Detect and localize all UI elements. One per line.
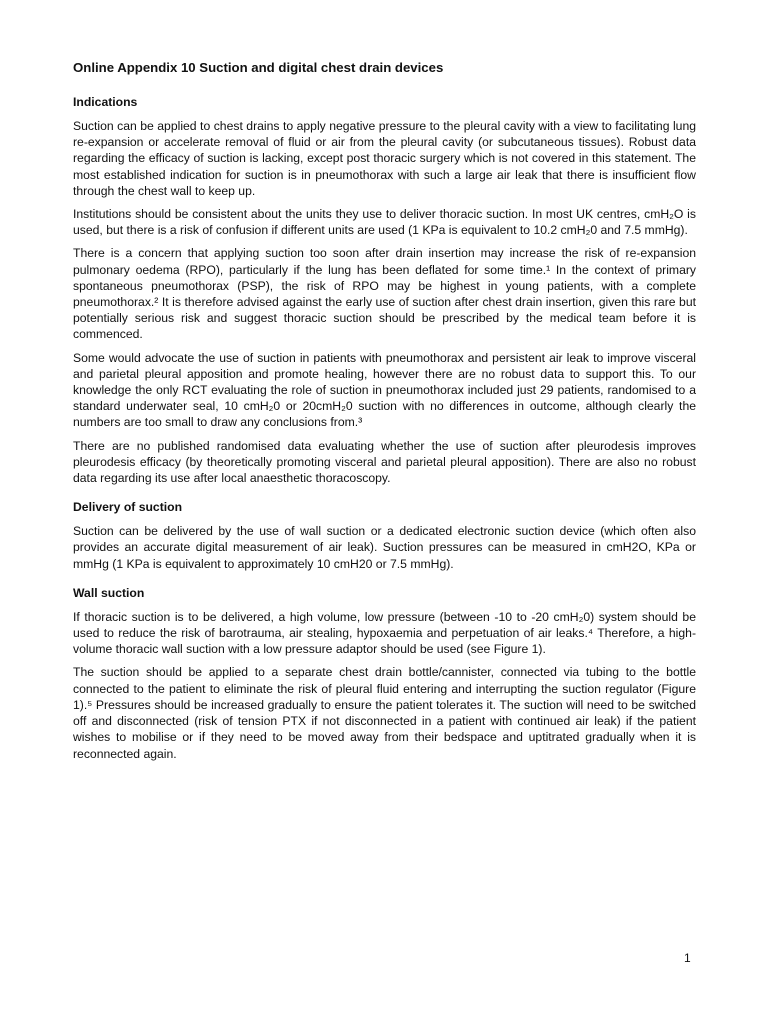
paragraph: Some would advocate the use of suction in patients with pneumothorax and persistent air leak to improve visceral and parietal pleural apposition and promote healing, however there are no robust data to support this. To our knowledge the only RCT evaluating the role of suction in pneumothorax included just 29 patients, randomised to a standard underwater seal, 10 cmH₂0 or 20cmH₂0 suction with no differences in outcome, although clearly the numbers are too small to draw any conclusions from.³: [73, 350, 696, 430]
section-heading-delivery-of-suction: Delivery of suction: [73, 500, 183, 515]
section-wall-suction: [73, 586, 696, 762]
paragraph: Institutions should be consistent about the units they use to deliver thoracic suction. In most UK centres, cmH₂O is used, but there is a risk of confusion if different units are used (1 KPa is equivalent to 10.2 cmH₂0 and 7.5 mmHg).: [73, 207, 696, 238]
page-number: 1: [684, 951, 691, 965]
section-delivery-of-suction: [73, 500, 696, 572]
paragraph: There are no published randomised data evaluating whether the use of suction after pleurodesis improves pleurodesis efficacy (by theoretically promoting visceral and parietal pleural apposition). There are also no robust data regarding its use after local anaesthetic thoracoscopy.: [73, 438, 696, 486]
section-heading-indications: Indications: [73, 95, 138, 109]
paragraph: There is a concern that applying suction too soon after drain insertion may increase the risk of re-expansion pulmonary oedema (RPO), particularly if the lung has been deflated for some time.¹ In the context of primary spontaneous pneumothorax (PSP), the risk of RPO may be highest in young patients, with a complete pneumothorax.² It is therefore advised against the early use of suction after chest drain insertion, given this rare but potentially serious risk and suggest thoracic suction should be prescribed by the medical team before it is commenced.: [73, 246, 696, 342]
section-heading-wall-suction: Wall suction: [73, 585, 145, 600]
paragraph: If thoracic suction is to be delivered, a high volume, low pressure (between -10 to -20 cmH₂0) system should be used to reduce the risk of barotrauma, air stealing, hypoxaemia and perpetuation of air leaks.⁴ Therefore, a high-volume thoracic wall suction with a low pressure adaptor should be used (see Figure 1).: [73, 609, 696, 657]
paragraph: The suction should be applied to a separate chest drain bottle/cannister, connected via tubing to the bottle connected to the patient to eliminate the risk of pleural fluid entering and interrupting the suction regulator (Figure 1).⁵ Pressures should be increased gradually to ensure the patient tolerates it. The suction will need to be switched off and disconnected (risk of tension PTX if not disconnected in a patient with continued air leak) if the patient wishes to mobilise or if they need to be moved away from their bedspace and uptitrated gradually when it is reconnected again.: [73, 665, 696, 761]
section-indications: [73, 95, 696, 486]
document-page: [73, 60, 696, 769]
paragraph: Suction can be applied to chest drains to apply negative pressure to the pleural cavity with a view to facilitating lung re-expansion or accelerate removal of fluid or air from the pleural cavity (or subcutaneous tissues). Robust data regarding the efficacy of suction is lacking, except post thoracic surgery which is not covered in this statement. The most established indication for suction is in pneumothorax with such a large air leak that there is insufficient flow through the chest wall to keep up.: [73, 119, 696, 198]
paragraph: Suction can be delivered by the use of wall suction or a dedicated electronic suction device (which often also provides an accurate digital measurement of air leak). Suction pressures can be measured in cmH2O, KPa or mmHg (1 KPa is equivalent to approximately 10 cmH20 or 7.5 mmHg).: [73, 524, 696, 571]
document-title: Online Appendix 10 Suction and digital chest drain devices: [73, 60, 444, 75]
